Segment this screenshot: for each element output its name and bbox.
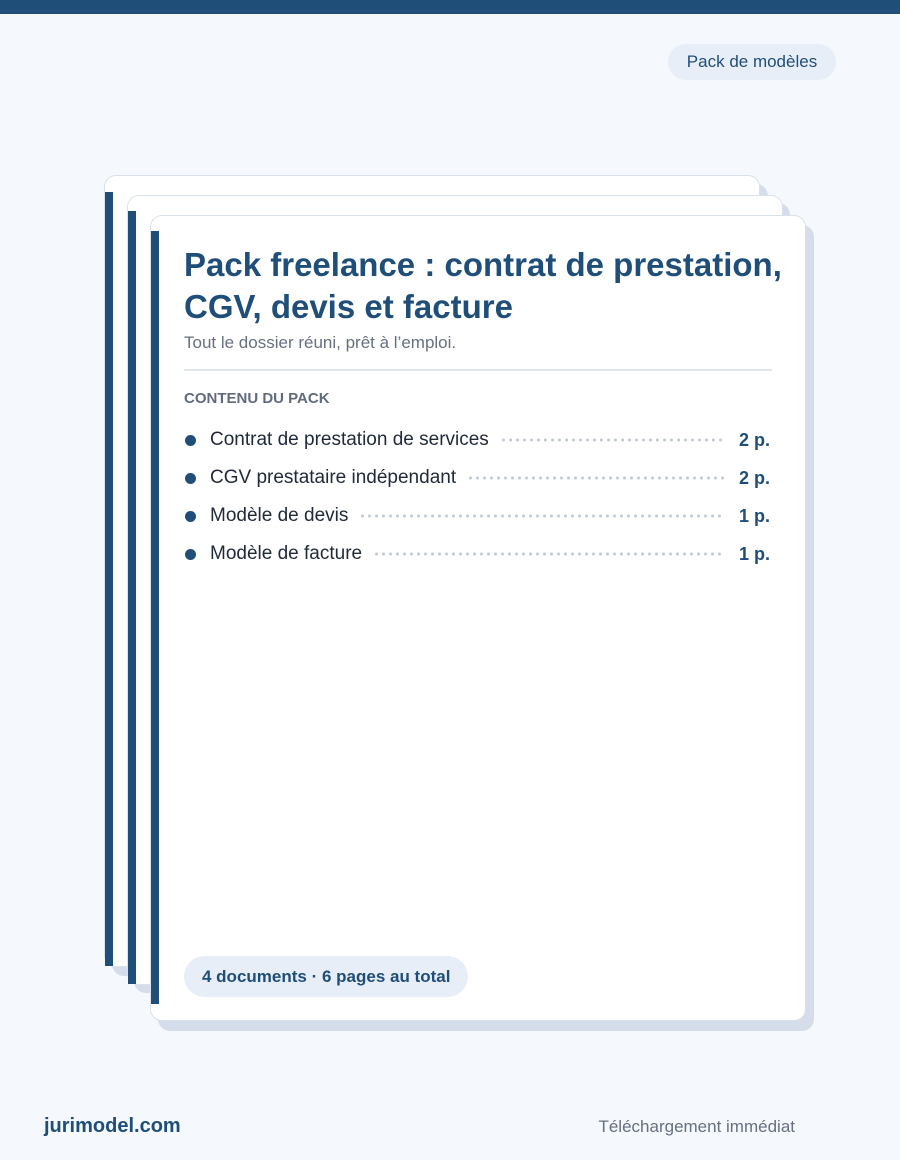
page-count: 1 p. [738,505,770,526]
dotted-leader [500,438,725,442]
site-name: jurimodel.com [44,1115,181,1137]
list-item [184,497,770,535]
document-name: Modèle de devis [210,505,349,526]
document-title: Pack freelance : contrat de prestation, CGV, devis et facture [184,246,782,325]
top-accent-bar [0,0,900,14]
list-item [184,459,770,497]
document-name: Contrat de prestation de services [210,429,489,450]
dotted-leader [373,552,725,556]
dotted-leader [467,476,725,480]
sheet-accent-bar [151,231,159,1004]
sheet-accent-bar [128,211,136,984]
list-item [184,421,770,459]
pack-summary-badge: 4 documents · 6 pages au total [184,956,468,997]
page-count: 2 p. [738,467,770,488]
document-name: Modèle de facture [210,543,363,564]
divider [184,369,772,371]
list-item [184,535,770,573]
bullet-icon [185,549,196,560]
bullet-icon [185,473,196,484]
document-subtitle: Tout le dossier réuni, prêt à l’emploi. [184,333,457,352]
section-label: CONTENU DU PACK [184,390,330,407]
dotted-leader [359,514,725,518]
page-count: 1 p. [738,543,770,564]
bullet-icon [185,511,196,522]
pack-type-badge: Pack de modèles [668,44,836,80]
sheet-accent-bar [105,192,113,966]
bullet-icon [185,435,196,446]
download-note: Téléchargement immédiat [598,1117,795,1136]
page-count: 2 p. [738,429,770,450]
pack-contents-list [184,421,770,573]
document-name: CGV prestataire indépendant [210,467,457,488]
